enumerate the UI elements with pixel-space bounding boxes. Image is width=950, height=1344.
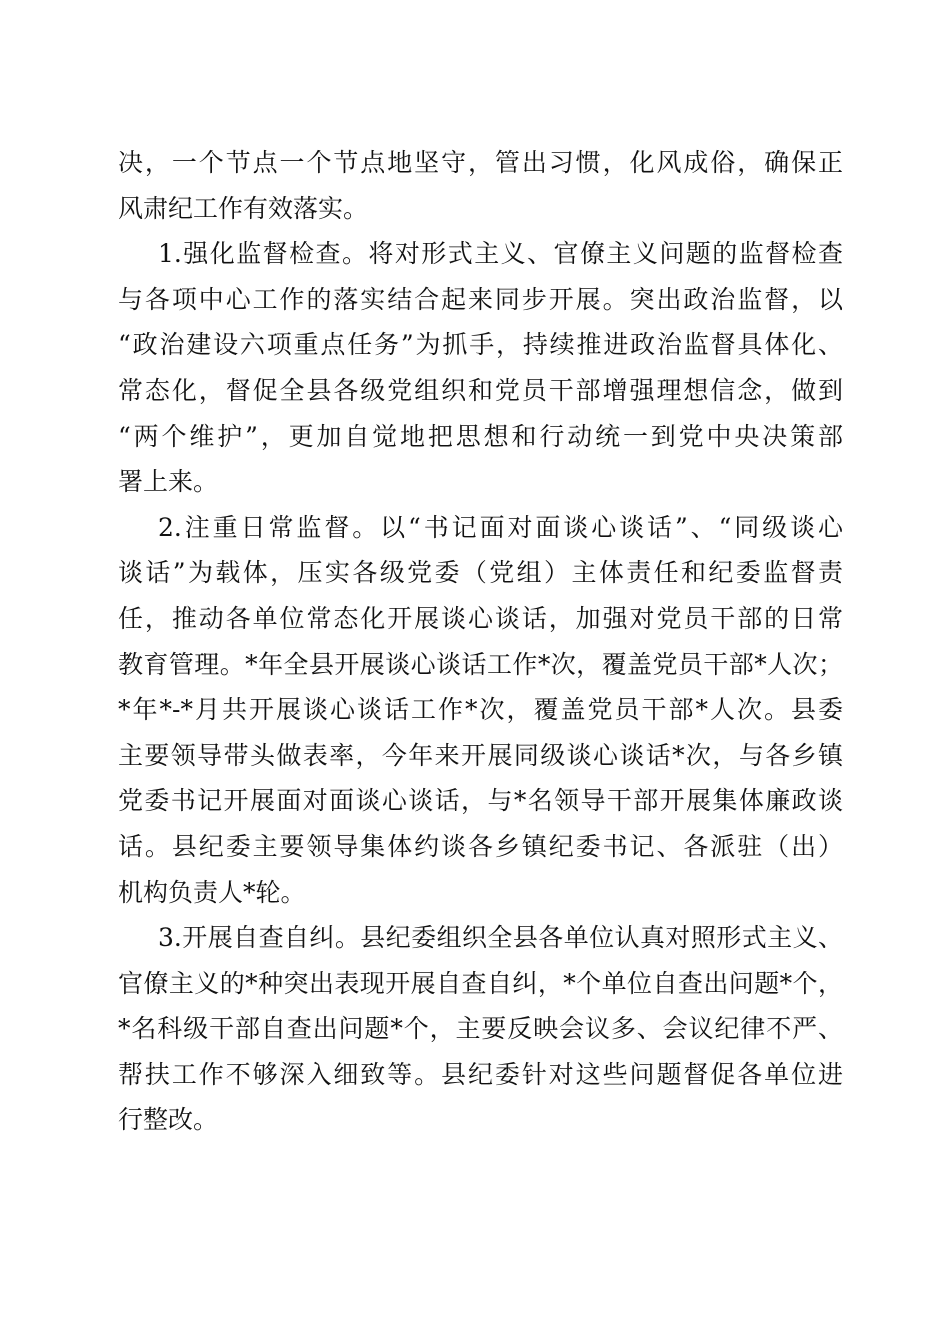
text-line: 行整改。 [118, 1105, 219, 1135]
text-line: 主要领导带头做表率，今年来开展同级谈心谈话*次，与各乡镇 [118, 740, 843, 770]
text-line: “两个维护”，更加自觉地把思想和行动统一到党中央决策部 [118, 421, 843, 451]
text-line: 常态化，督促全县各级党组织和党员干部增强理想信念，做到 [118, 375, 843, 405]
text-line: 与各项中心工作的落实结合起来同步开展。突出政治监督，以 [118, 284, 843, 314]
text-line: 风肃纪工作有效落实。 [118, 193, 369, 223]
text-line: “政治建设六项重点任务”为抓手，持续推进政治监督具体化、 [118, 330, 843, 360]
text-line: 谈话”为载体，压实各级党委（党组）主体责任和纪委监督责 [118, 558, 843, 588]
text-line: 话。县纪委主要领导集体约谈各乡镇纪委书记、各派驻（出） [118, 831, 843, 861]
text-line: 官僚主义的*种突出表现开展自查自纠，*个单位自查出问题*个， [118, 968, 843, 998]
document-body [118, 140, 843, 1143]
text-line: *年*-*月共开展谈心谈话工作*次，覆盖党员干部*人次。县委 [118, 695, 843, 725]
text-line: 署上来。 [118, 467, 219, 497]
text-line: 帮扶工作不够深入细致等。县纪委针对这些问题督促各单位进 [118, 1059, 843, 1089]
text-line: 决，一个节点一个节点地坚守，管出习惯，化风成俗，确保正 [118, 148, 843, 177]
paragraph-1-heading-line: 1.强化监督检查。将对形式主义、官僚主义问题的监督检查 [158, 239, 843, 269]
text-line: 教育管理。*年全县开展谈心谈话工作*次，覆盖党员干部*人次； [118, 649, 843, 679]
text-line: 机构负责人*轮。 [118, 877, 306, 907]
paragraph-3-heading-line: 3.开展自查自纠。县纪委组织全县各单位认真对照形式主义、 [158, 923, 843, 953]
paragraph-2-heading-line: 2.注重日常监督。以“书记面对面谈心谈话”、“同级谈心 [158, 512, 843, 542]
text-line: 党委书记开展面对面谈心谈话，与*名领导干部开展集体廉政谈 [118, 786, 843, 816]
text-line: 任，推动各单位常态化开展谈心谈话，加强对党员干部的日常 [118, 603, 843, 633]
text-line: *名科级干部自查出问题*个，主要反映会议多、会议纪律不严、 [118, 1014, 843, 1044]
